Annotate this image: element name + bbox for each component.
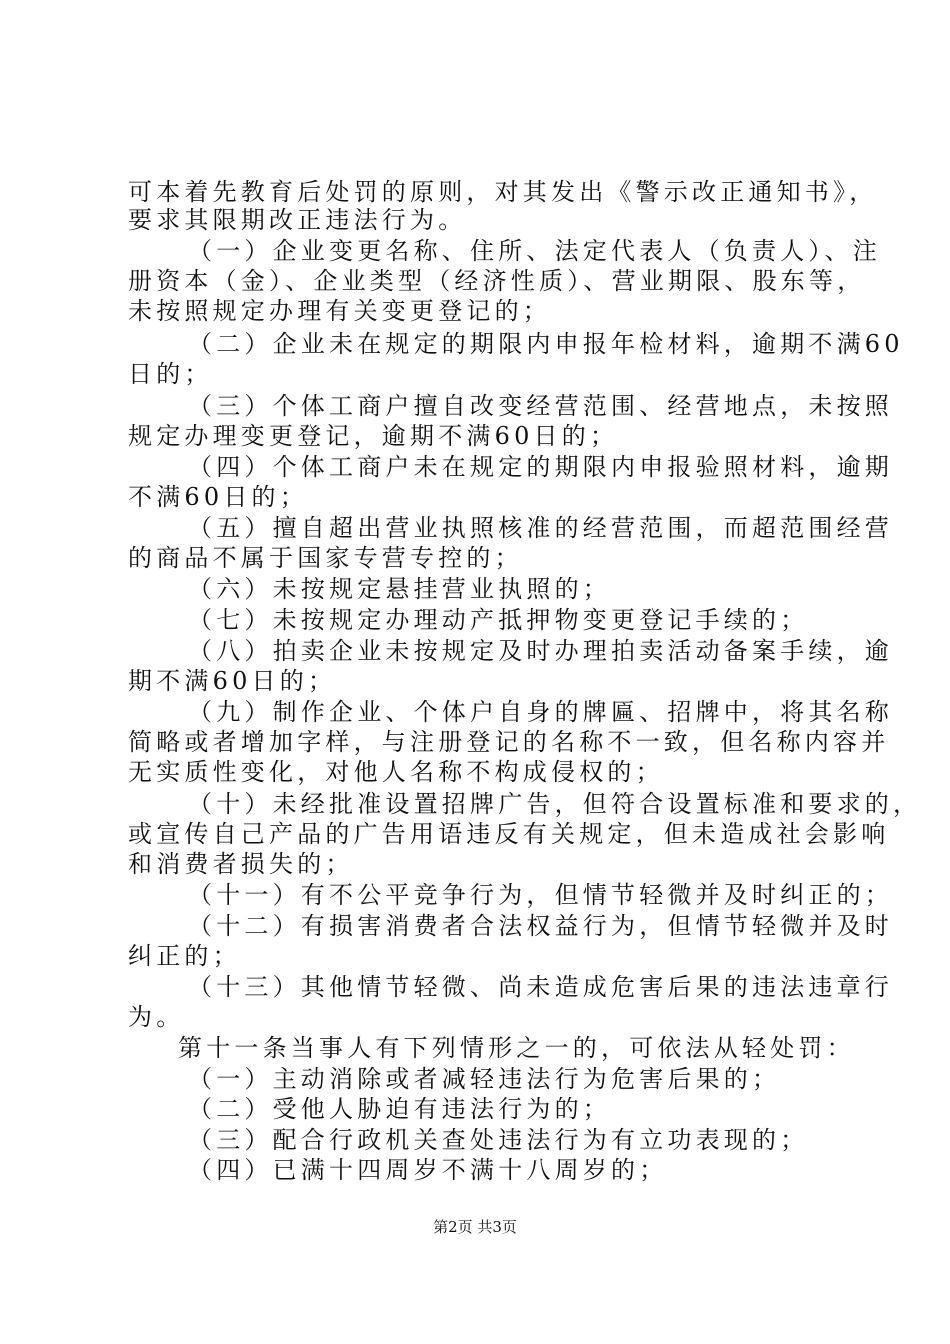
text-line: 规定办理变更登记，逾期不满60日的；: [128, 422, 619, 450]
text-line: 日的；: [128, 360, 213, 388]
text-line: （十二）有损害消费者合法权益行为，但情节轻微并及时: [188, 912, 893, 940]
text-line: 可本着先教育后处罚的原则，对其发出《警示改正通知书》，: [128, 178, 878, 206]
text-line: 的商品不属于国家专营专控的；: [128, 544, 523, 572]
text-line: 或宣传自己产品的广告用语违反有关规定，但未造成社会影响: [128, 820, 890, 848]
text-line: 简略或者增加字样，与注册登记的名称不一致，但名称内容并: [128, 728, 890, 756]
text-line: （二）受他人胁迫有违法行为的；: [188, 1095, 611, 1123]
text-line: （七）未按规定办理动产抵押物变更登记手续的；: [188, 606, 809, 634]
text-line: （四）已满十四周岁不满十八周岁的；: [188, 1156, 668, 1184]
text-line: 第十一条当事人有下列情形之一的，可依法从轻处罚：: [178, 1034, 855, 1062]
text-line: 为。: [128, 1003, 185, 1031]
text-line: （三）个体工商户擅自改变经营范围、经营地点，未按照: [188, 392, 893, 420]
text-line: （二）企业未在规定的期限内申报年检材料，逾期不满60: [188, 330, 904, 358]
text-line: （四）个体工商户未在规定的期限内申报验照材料，逾期: [188, 453, 893, 481]
text-line: 册资本（金）、企业类型（经济性质）、营业期限、股东等，: [128, 267, 866, 295]
text-line: 纠正的；: [128, 942, 241, 970]
page-number-footer: 第2页 共3页: [433, 1218, 517, 1236]
text-line: 未按照规定办理有关变更登记的；: [128, 297, 551, 325]
text-line: （一）企业变更名称、住所、法定代表人（负责人）、注: [188, 237, 881, 265]
text-line: 和消费者损失的；: [128, 850, 354, 878]
text-line: （十）未经批准设置招牌广告，但符合设置标准和要求的，: [188, 790, 922, 818]
text-line: （三）配合行政机关查处违法行为有立功表现的；: [188, 1126, 809, 1154]
text-line: （六）未按规定悬挂营业执照的；: [188, 575, 611, 603]
text-line: 不满60日的；: [128, 483, 308, 511]
text-line: 期不满60日的；: [128, 667, 337, 695]
text-line: （十一）有不公平竞争行为，但情节轻微并及时纠正的；: [188, 881, 893, 909]
text-line: （五）擅自超出营业执照核准的经营范围，而超范围经营: [188, 514, 893, 542]
text-line: （十三）其他情节轻微、尚未造成危害后果的违法违章行: [188, 973, 893, 1001]
text-line: （一）主动消除或者减轻违法行为危害后果的；: [188, 1065, 781, 1093]
text-line: 无实质性变化，对他人名称不构成侵权的；: [128, 758, 664, 786]
text-line: （八）拍卖企业未按规定及时办理拍卖活动备案手续，逾: [188, 637, 893, 665]
text-line: 要求其限期改正违法行为。: [128, 206, 467, 234]
text-line: （九）制作企业、个体户自身的牌匾、招牌中，将其名称: [188, 698, 893, 726]
